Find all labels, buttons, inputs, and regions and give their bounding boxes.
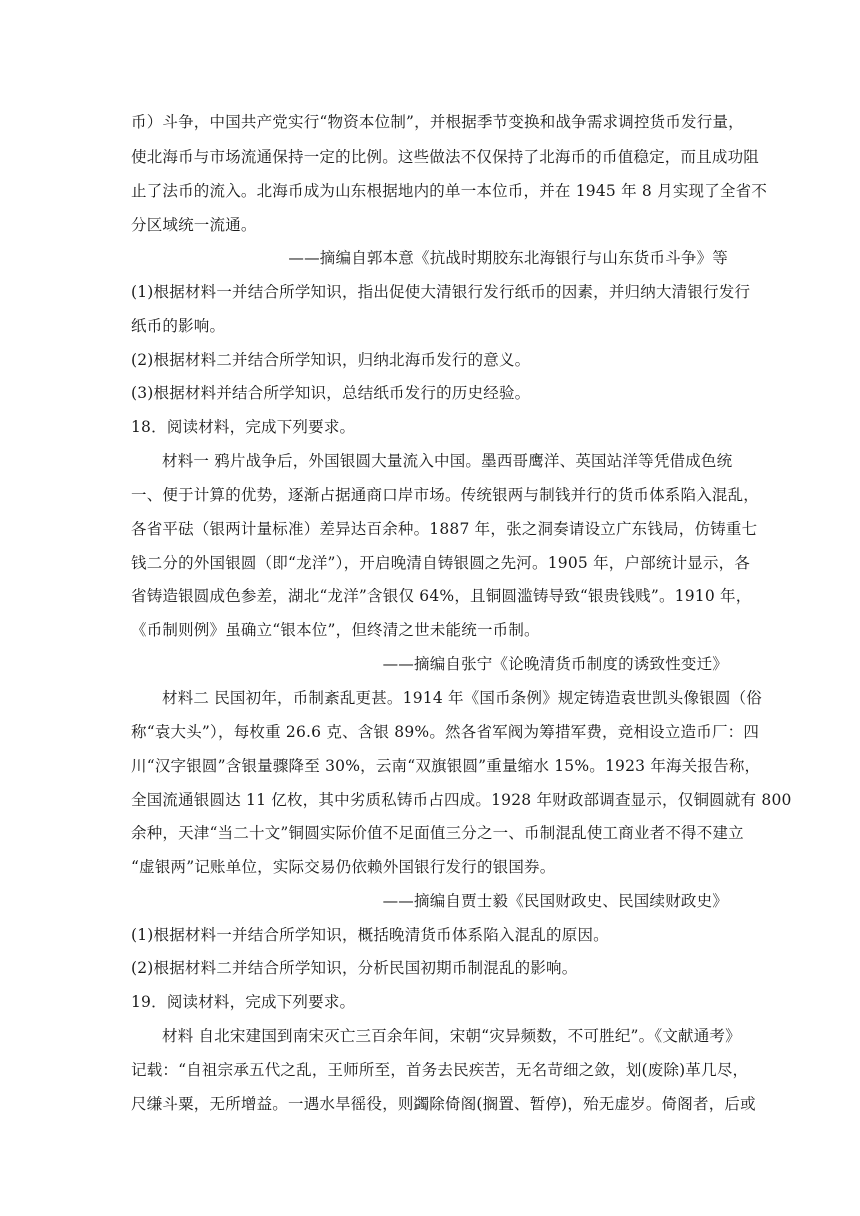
question-text: (3)根据材料并结合所学知识，总结纸币发行的历史经验。 [131, 384, 531, 402]
question-text: 纸币的影响。 [131, 317, 226, 335]
text-line: 分区域统一流通。 [131, 216, 257, 234]
question-text: (1)根据材料一并结合所学知识，概括晚清货币体系陷入混乱的原因。 [131, 926, 609, 944]
material-text: 川“汉字银圆”含银量骤降至 30%，云南“双旗银圆”重量缩水 15%。1923 年海关报告称， [131, 757, 761, 775]
material-text: 《币制则例》虽确立“银本位”，但终清之世未能统一币制。 [131, 621, 540, 639]
material-text: 余种，天津“当二十文”铜圆实际价值不足面值三分之一、币制混乱使工商业者不得不建立 [131, 824, 744, 842]
source-citation: ——摘编自张宁《论晚清货币制度的诱致性变迁》 [382, 655, 728, 673]
material-text: 各省平砝（银两计量标准）差异达百余种。1887 年，张之洞奏请设立广东钱局，仿铸重七 [131, 520, 758, 538]
text-line: 使北海币与市场流通保持一定的比例。这些做法不仅保持了北海币的币值稳定，而且成功阻 [131, 148, 760, 166]
question-heading: 18．阅读材料，完成下列要求。 [131, 418, 356, 436]
material-text: 省铸造银圆成色参差，湖北“龙洋”含银仅 64%，且铜圆滥铸导致“银贵钱贱”。1910 年， [131, 587, 752, 605]
material-text: 材料二 民国初年，币制紊乱更甚。1914 年《国币条例》规定铸造袁世凯头像银圆（俗 [162, 689, 763, 707]
question-text: (2)根据材料二并结合所学知识，分析民国初期币制混乱的影响。 [131, 959, 578, 977]
text-line: 币）斗争，中国共产党实行“物资本位制”，并根据季节变换和战争需求调控货币发行量， [131, 113, 744, 131]
material-text: 钱二分的外国银圆（即“龙洋”），开启晚清自铸银圆之先河。1905 年，户部统计显示，各 [131, 554, 751, 572]
question-text: (2)根据材料二并结合所学知识，归纳北海币发行的意义。 [131, 351, 531, 369]
material-text: 材料一 鸦片战争后，外国银圆大量流入中国。墨西哥鹰洋、英国站洋等凭借成色统 [162, 452, 733, 470]
material-text: 一、便于计算的优势，逐渐占据通商口岸市场。传统银两与制钱并行的货币体系陷入混乱， [131, 486, 760, 504]
material-text: 称“袁大头”），每枚重 26.6 克、含银 89%。然各省军阀为筹措军费，竞相设立造币厂：四 [131, 723, 760, 741]
material-text: 记载：“自祖宗承五代之乱，王师所至，首务去民疾苦，无名苛细之敛，划(废除)革几尽， [131, 1061, 749, 1079]
material-text: “虚银两”记账单位，实际交易仍依赖外国银行发行的银国券。 [131, 858, 556, 876]
text-line: 止了法币的流入。北海币成为山东根据地内的单一本位币，并在 1945 年 8 月实现了全省不 [131, 182, 768, 200]
source-citation: ——摘编自贾士毅《民国财政史、民国续财政史》 [382, 892, 728, 910]
material-text: 材料 自北宋建国到南宋灭亡三百余年间，宋朝“灾异频数，不可胜纪”。《文献通考》 [162, 1027, 741, 1045]
material-text: 尺缣斗粟，无所增益。一遇水旱徭役，则蠲除倚阁(搁置、暂停)，殆无虚岁。倚阁者，后或 [131, 1095, 756, 1113]
source-citation: ——摘编自郭本意《抗战时期胶东北海银行与山东货币斗争》等 [288, 249, 728, 267]
material-text: 全国流通银圆达 11 亿枚，其中劣质私铸币占四成。1928 年财政部调查显示，仅铜圆就有 800 [131, 791, 792, 809]
question-text: (1)根据材料一并结合所学知识，指出促使大清银行发行纸币的因素，并归纳大清银行发行 [131, 283, 751, 301]
question-heading: 19．阅读材料，完成下列要求。 [131, 993, 356, 1011]
